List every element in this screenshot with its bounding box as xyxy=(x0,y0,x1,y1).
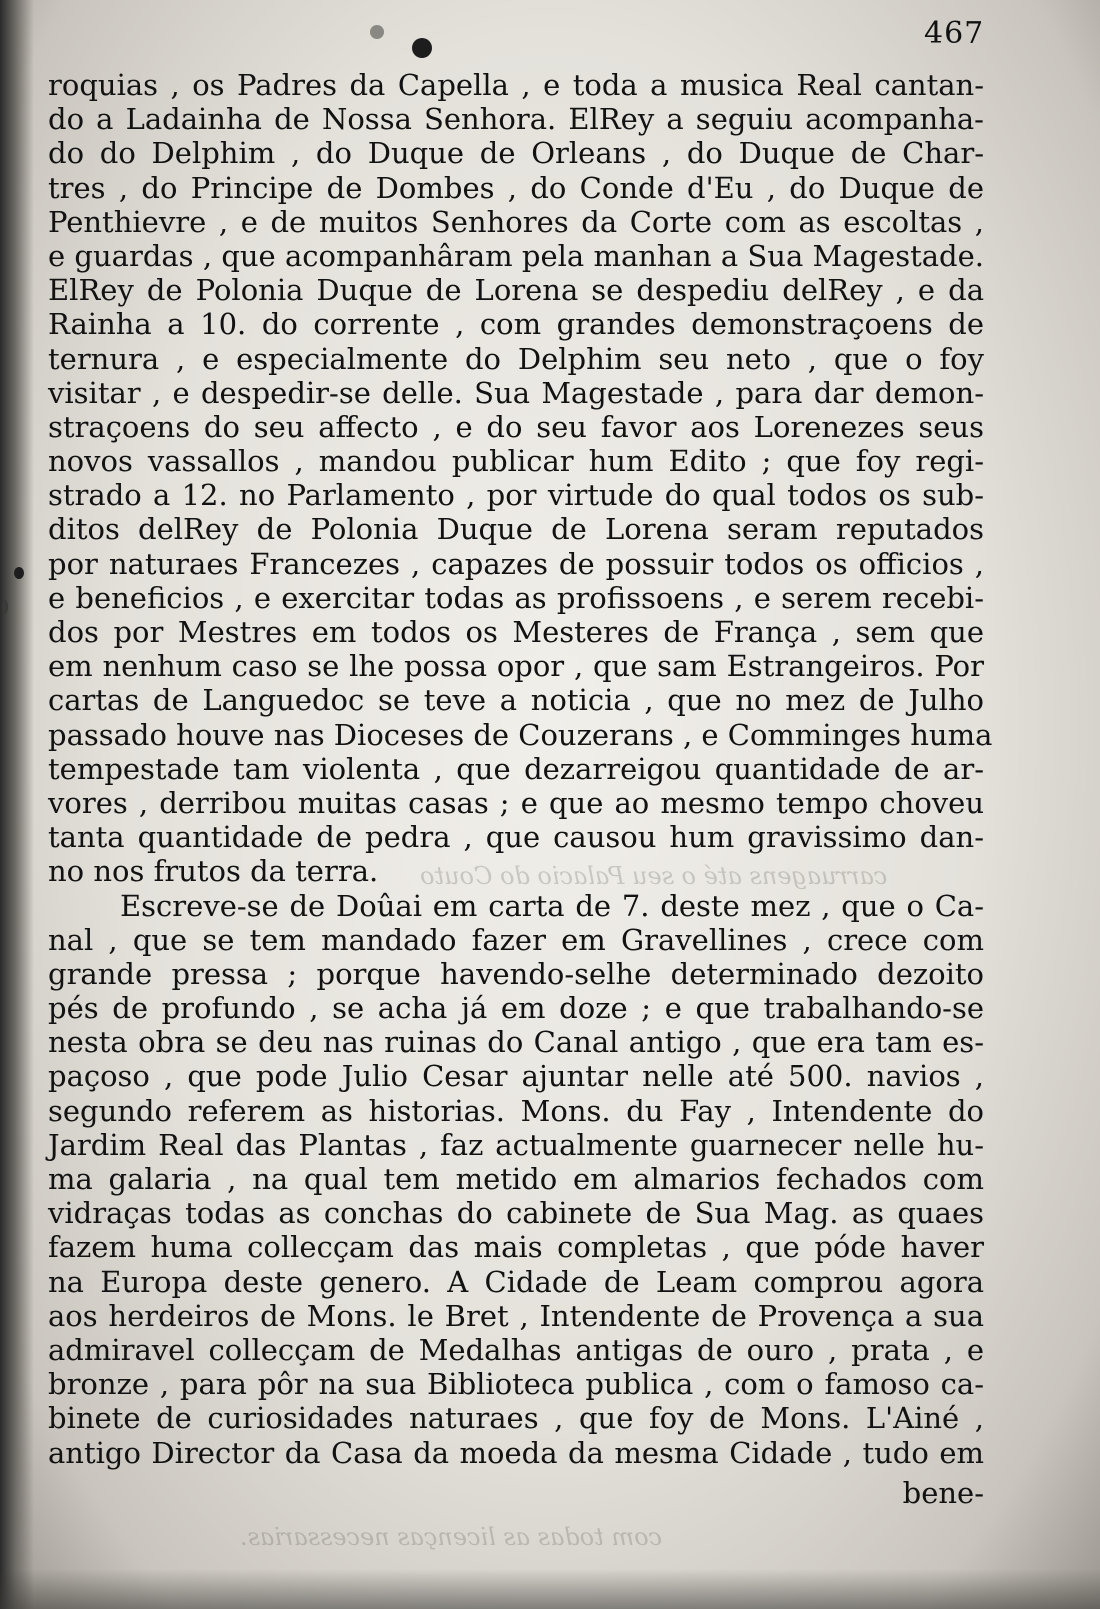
text-line: nesta obra se deu nas ruinas do Canal antigo , que era tam es- xyxy=(48,1025,984,1060)
text-line: pés de profundo , se acha já em doze ; e que trabalhando-se xyxy=(48,991,984,1026)
text-line: tanta quantidade de pedra , que causou hum gravissimo dan- xyxy=(48,820,984,855)
ink-blot xyxy=(2,600,8,614)
ink-blot xyxy=(14,567,24,579)
text-line: Rainha a 10. do corrente , com grandes demonstraçoens de xyxy=(48,307,984,342)
text-line: bronze , para pôr na sua Biblioteca publica , com o famoso ca- xyxy=(48,1367,984,1402)
text-line: vores , derribou muitas casas ; e que ao mesmo tempo choveu xyxy=(48,785,984,820)
page-number: 467 xyxy=(924,16,985,51)
ink-blot xyxy=(412,38,432,58)
text-line: do a Ladainha de Nossa Senhora. ElRey a seguiu acompanha- xyxy=(48,102,984,137)
bottom-shadow xyxy=(0,1569,1100,1609)
text-line: ditos delRey de Polonia Duque de Lorena seram reputados xyxy=(48,512,984,547)
text-line: Jardim Real das Plantas , faz actualmente guarnecer nelle hu- xyxy=(48,1127,984,1162)
text-line: na Europa deste genero. A Cidade de Leam comprou agora xyxy=(48,1264,984,1299)
catchword: bene- xyxy=(902,1475,984,1510)
text-line: roquias , os Padres da Capella , e toda a musica Real cantan- xyxy=(48,68,984,102)
text-line: Penthievre , e de muitos Senhores da Corte com as escoltas , xyxy=(48,204,984,239)
ink-blot xyxy=(370,25,384,39)
text-line: tres , do Principe de Dombes , do Conde d'Eu , do Duque de xyxy=(48,170,984,205)
text-line: e guardas , que acompanhâram pela manhan a Sua Magestade. xyxy=(48,238,984,273)
text-line: visitar , e despedir-se delle. Sua Magestade , para dar demon- xyxy=(48,375,984,410)
text-line: no nos frutos da terra. xyxy=(48,854,379,889)
text-line: novos vassallos , mandou publicar hum Edito ; que foy regi- xyxy=(48,444,984,479)
text-line: em nenhum caso se lhe possa opor , que sam Estrangeiros. Por xyxy=(48,649,984,684)
text-line: tempestade tam violenta , que dezarreigou quantidade de ar- xyxy=(48,751,984,786)
text-line: cartas de Languedoc se teve a noticia , que no mez de Julho xyxy=(48,683,984,718)
text-line: straçoens do seu affecto , e do seu favor aos Lorenezes seus xyxy=(48,409,984,444)
text-line: strado a 12. no Parlamento , por virtude do qual todos os sub- xyxy=(48,478,984,513)
binding-shadow xyxy=(0,0,34,1609)
show-through-text: carruagens até o seu Palacio do Couto xyxy=(420,862,888,890)
text-line: ternura , e especialmente do Delphim seu neto , que o foy xyxy=(48,341,984,376)
text-line: admiravel collecçam de Medalhas antigas de ouro , prata , e xyxy=(48,1332,984,1367)
text-line: e beneficios , e exercitar todas as profissoens , e serem recebi- xyxy=(48,580,984,615)
paragraph-start-line: Escreve-se de Doûai em carta de 7. deste mez , que o Ca- xyxy=(120,888,984,923)
text-line: aos herdeiros de Mons. le Bret , Intendente de Provença a sua xyxy=(48,1298,984,1333)
text-line: binete de curiosidades naturaes , que foy de Mons. L'Ainé , xyxy=(48,1401,984,1436)
text-line: dos por Mestres em todos os Mesteres de França , sem que xyxy=(48,615,984,649)
text-line: paçoso , que pode Julio Cesar ajuntar nelle até 500. navios , xyxy=(48,1059,984,1094)
text-line: ElRey de Polonia Duque de Lorena se despediu delRey , e da xyxy=(48,273,984,308)
text-line: antigo Director da Casa da moeda da mesma Cidade , tudo em xyxy=(48,1435,984,1470)
text-line: ma galaria , na qual tem metido em almarios fechados com xyxy=(48,1162,984,1196)
text-line: do do Delphim , do Duque de Orleans , do Duque de Char- xyxy=(48,136,984,171)
text-line: por naturaes Francezes , capazes de possuir todos os officios , xyxy=(48,546,984,581)
text-line: passado houve nas Dioceses de Couzerans , e Comminges huma xyxy=(48,717,993,752)
text-line: vidraças todas as conchas do cabinete de Sua Mag. as quaes xyxy=(48,1196,984,1231)
text-line: nal , que se tem mandado fazer em Gravellines , crece com xyxy=(48,922,984,957)
body-text xyxy=(48,68,993,1510)
show-through-text: com todas as licenças necessarias. xyxy=(240,1523,663,1551)
text-line: segundo referem as historias. Mons. du Fay , Intendente do xyxy=(48,1093,984,1128)
text-line: fazem huma collecçam das mais completas , que póde haver xyxy=(48,1230,984,1265)
text-line: grande pressa ; porque havendo-selhe determinado dezoito xyxy=(48,956,984,991)
